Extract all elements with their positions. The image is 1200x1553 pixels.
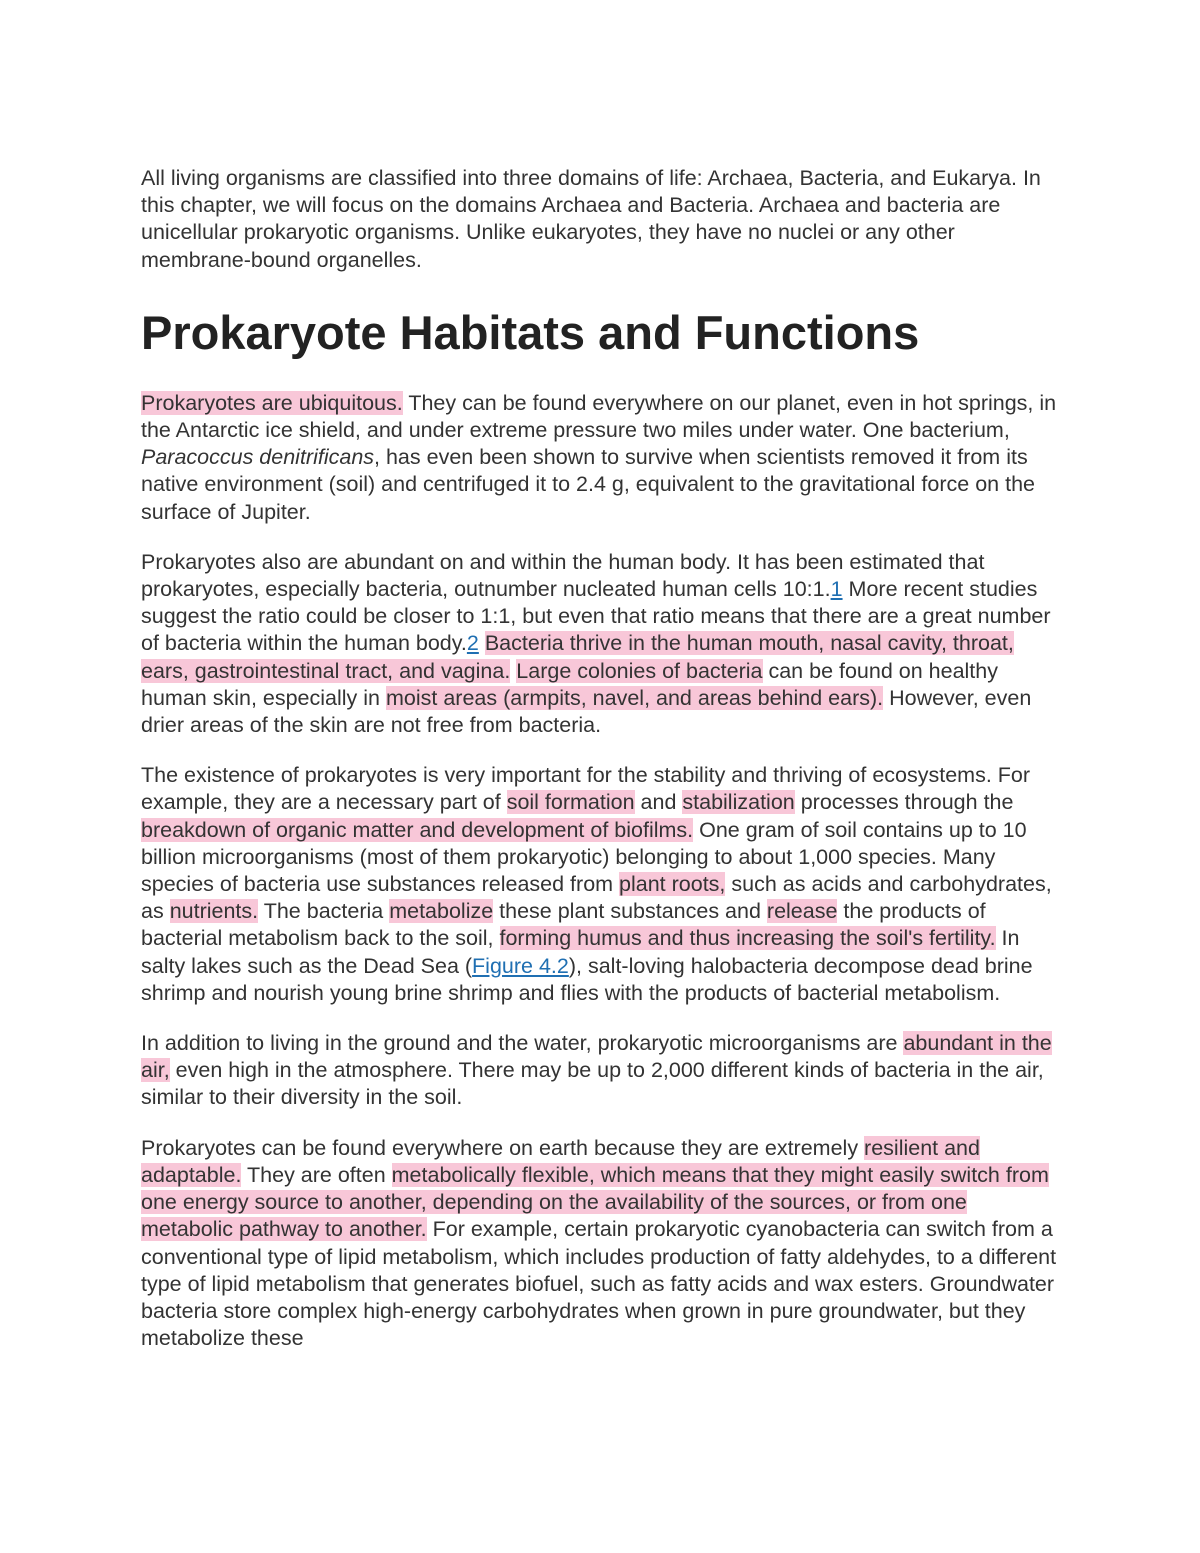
highlight: plant roots,	[619, 872, 726, 897]
text-run: , has even been shown to survive when scientists removed it from its native environment (soil) and centrifuged it to 2.4 g, equivalent to the gravitational force on the surface of Jupiter.	[141, 445, 1035, 524]
highlight: Prokaryotes are ubiquitous.	[141, 390, 403, 415]
highlight: soil formation	[506, 790, 635, 815]
document-body	[141, 165, 1061, 1375]
text-run: the products of bacterial metabolism back to the soil,	[141, 899, 986, 951]
text-run: can be found on healthy human skin, especially in	[141, 658, 998, 710]
paragraph-ecosystems	[141, 762, 1061, 1007]
highlight: metabolically flexible, which means that they might easily switch from one energy source to another, depending on the availability of the sources, or from one metabolic pathway to another.	[141, 1162, 1049, 1242]
text-run: They can be found everywhere on our planet, even in hot springs, in the Antarctic ice shield, and under extreme pressure two miles under water. One bacterium,	[141, 390, 1057, 443]
section-heading: Prokaryote Habitats and Functions	[141, 305, 920, 359]
highlight: stabilization	[682, 790, 795, 815]
text-run: More recent studies suggest the ratio could be closer to 1:1, but even that ratio means that there are a great number of bacteria within the human body.	[141, 577, 1051, 656]
text-run: processes through the	[794, 790, 1014, 815]
highlight: Large colonies of bacteria	[516, 658, 763, 683]
text-run: such as acids and carbohydrates, as	[141, 872, 1052, 924]
text-run: In addition to living in the ground and the water, prokaryotic microorganisms are	[141, 1031, 904, 1056]
footnote-link-2[interactable]: 2	[466, 631, 479, 656]
figure-link[interactable]: Figure 4.2	[472, 953, 569, 978]
text-run: and	[634, 790, 683, 815]
text-run: They are often	[241, 1162, 392, 1187]
highlight: resilient and adaptable.	[141, 1135, 980, 1187]
text-run: For example, certain prokaryotic cyanobacteria can switch from a conventional type of lipid metabolism, which includes production of fatty aldehydes, to a different type of lipid metabolism that generates biofuel, such as fatty acids and wax esters. Groundwater bacteria store complex high-energy carbohydrates when grown in pure groundwater, but they metabolize these	[141, 1217, 1057, 1351]
text-run: Prokaryotes can be found everywhere on earth because they are extremely	[141, 1135, 865, 1160]
highlight: metabolize	[389, 899, 494, 924]
species-name: Paracoccus denitrificans	[141, 445, 375, 470]
text-run: In salty lakes such as the Dead Sea (	[141, 926, 1020, 978]
text-run: The existence of prokaryotes is very important for the stability and thriving of ecosystems. For example, they are a necessary part of	[141, 763, 1031, 815]
paragraph-ubiquitous	[141, 390, 1061, 526]
highlight: abundant in the air,	[141, 1031, 1052, 1083]
text-run: Prokaryotes also are abundant on and within the human body. It has been estimated that prokaryotes, especially bacteria, outnumber nucleated human cells 10:1.	[141, 549, 985, 602]
text-run: However, even drier areas of the skin are not free from bacteria.	[141, 685, 1032, 738]
text-run: ), salt-loving halobacteria decompose dead brine shrimp and nourish young brine shrimp and flies with the products of bacterial metabolism.	[141, 953, 1033, 1005]
text-run: The bacteria	[258, 899, 390, 924]
footnote-link-1[interactable]: 1	[830, 577, 843, 602]
paragraph-human-body	[141, 549, 1061, 739]
highlight: breakdown of organic matter and development of biofilms.	[141, 817, 694, 842]
text-run: these plant substances and	[493, 899, 767, 924]
highlight: forming humus and thus increasing the soil's fertility.	[499, 926, 996, 951]
highlight: Bacteria thrive in the human mouth, nasal cavity, throat, ears, gastrointestinal tract, and vagina.	[141, 631, 1014, 683]
text-run	[479, 631, 485, 655]
paragraph-adaptable	[141, 1135, 1061, 1353]
text-run: even high in the atmosphere. There may be up to 2,000 different kinds of bacteria in the air, similar to their diversity in the soil.	[141, 1058, 1044, 1110]
highlight: release	[766, 899, 838, 924]
highlight: nutrients.	[169, 899, 259, 924]
highlight: moist areas (armpits, navel, and areas behind ears).	[385, 685, 884, 710]
text-run: One gram of soil contains up to 10 billion microorganisms (most of them prokaryotic) belonging to about 1,000 species. Many species of bacteria use substances released from	[141, 817, 1027, 897]
paragraph-air	[141, 1030, 1061, 1112]
intro-paragraph: All living organisms are classified into three domains of life: Archaea, Bacteria, and Eukarya. In this chapter, we will focus on the domains Archaea and Bacteria. Archaea and bacteria are unicellular prokaryotic organisms. Unlike eukaryotes, they have no nuclei or any other membrane-bound organelles.	[141, 166, 1041, 272]
